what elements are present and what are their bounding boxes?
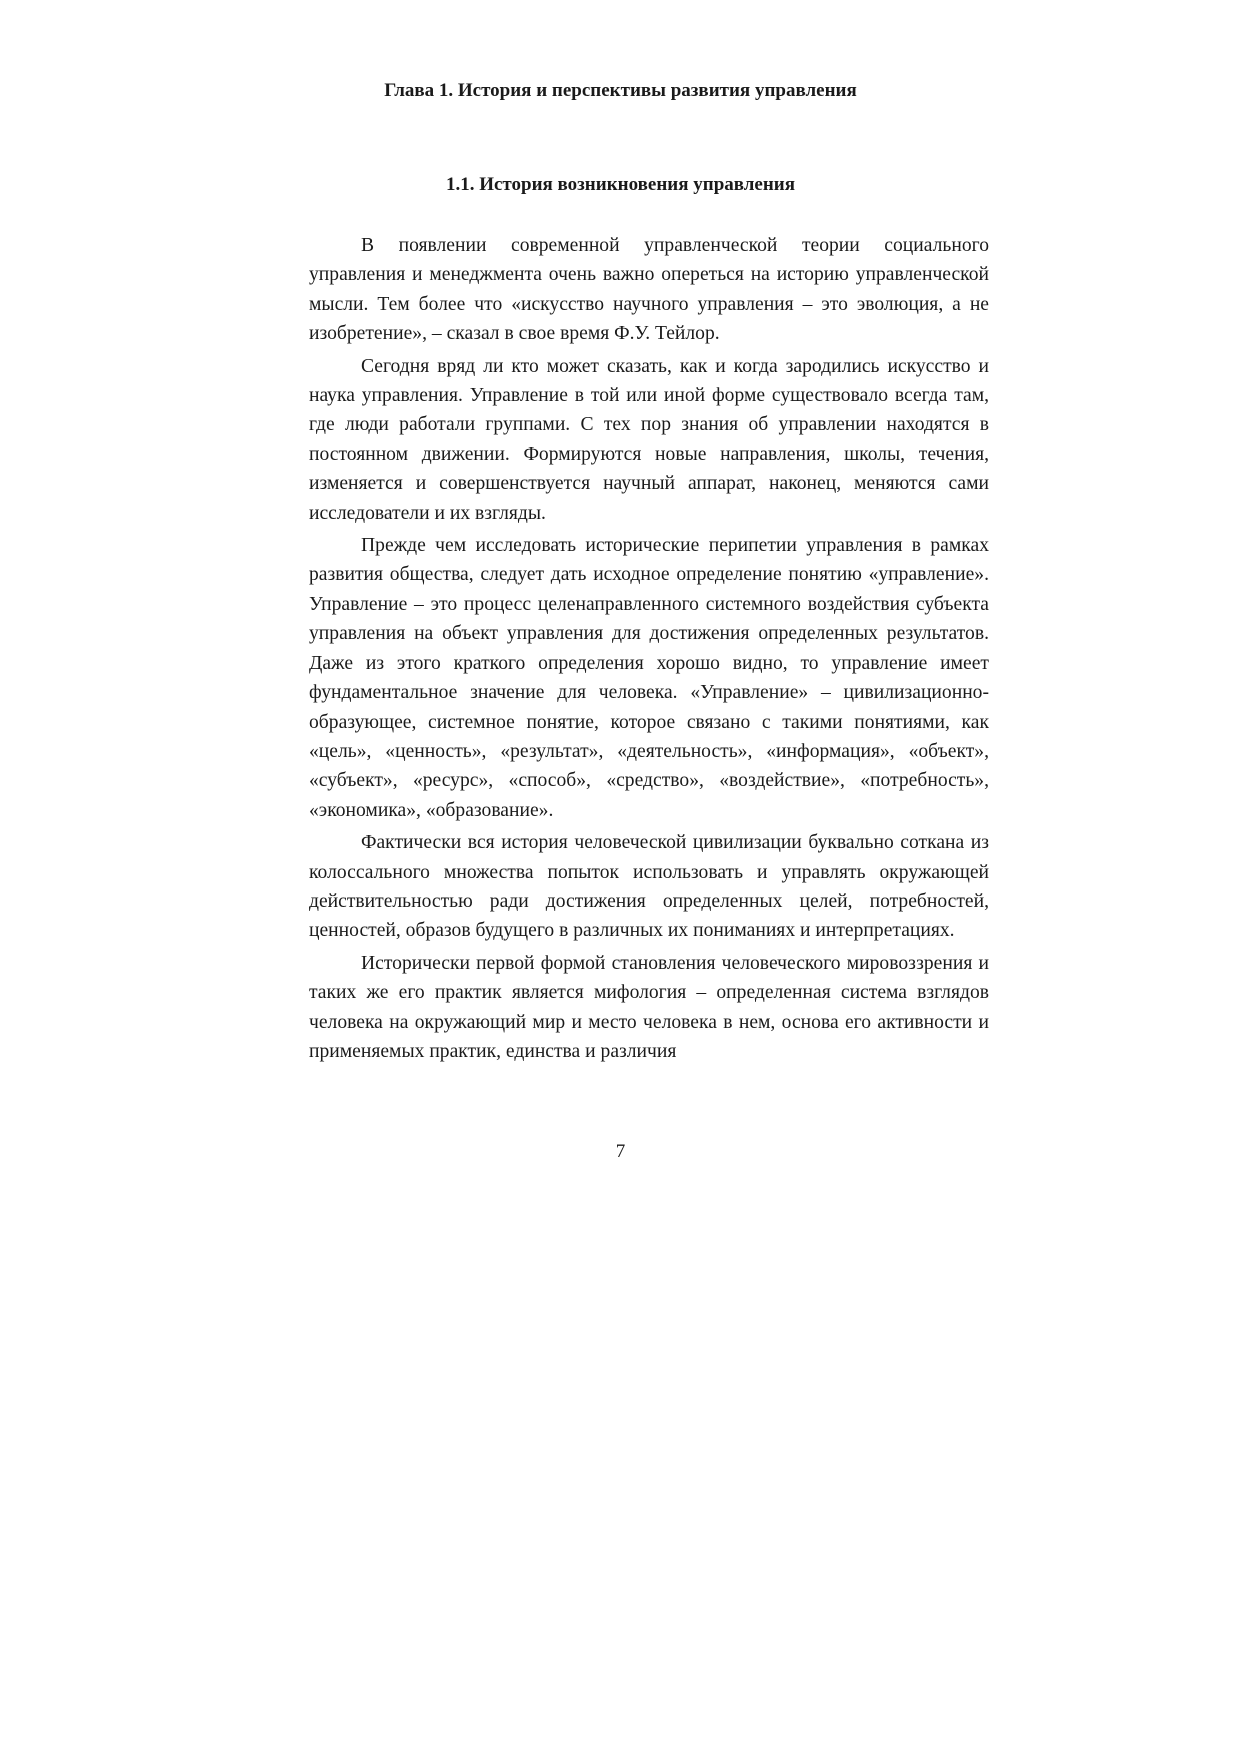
paragraph: Исторически первой формой становления человеческого мировоззрения и таких же его практик является мифология – определенная система взглядов человека на окружающий мир и место человека в нем, основа его активности и применяемых практик, единства и различия <box>309 952 989 1062</box>
page-number: 7 <box>615 1141 626 1162</box>
section-title: 1.1. История возникновения управления <box>445 174 796 195</box>
paragraph: В появлении современной управленческой теории социального управления и менеджмента очень важно опереться на историю управленческой мысли. Тем более что «искусство научного управления – это эволюция, а не изобретение», – сказал в свое время Ф.У. Тейлор. <box>309 235 989 345</box>
chapter-title: Глава 1. История и перспективы развития управления <box>384 80 857 101</box>
paragraph: Сегодня вряд ли кто может сказать, как и когда зародились искусство и наука управления. Управление в той или иной форме существовало всегда там, где люди работали группами. С тех пор знания об управлении находятся в постоянном движении. Формируются новые направления, школы, течения, изменяется и совершенствуется научный аппарат, наконец, меняются сами исследователи и их взгляды. <box>309 355 989 524</box>
body-text <box>309 231 989 1069</box>
paragraph: Прежде чем исследовать исторические перипетии управления в рамках развития общества, следует дать исходное определение понятию «управление». Управление – это процесс целенаправленного системного воздействия субъекта управления на объект управления для достижения определенных результатов. Даже из этого краткого определения хорошо видно, то управление имеет фундаментальное значение для человека. «Управление» – цивилизационно-образующее, системное понятие, которое связано с такими понятиями, как «цель», «ценность», «результат», «деятельность», «информация», «объект», «субъект», «ресурс», «способ», «средство», «воздействие», «потребность», «экономика», «образование». <box>309 535 989 821</box>
paragraph: Фактически вся история человеческой цивилизации буквально соткана из колоссального множества попыток использовать и управлять окружающей действительностью ради достижения определенных целей, потребностей, ценностей, образов будущего в различных их пониманиях и интерпретациях. <box>309 832 989 942</box>
